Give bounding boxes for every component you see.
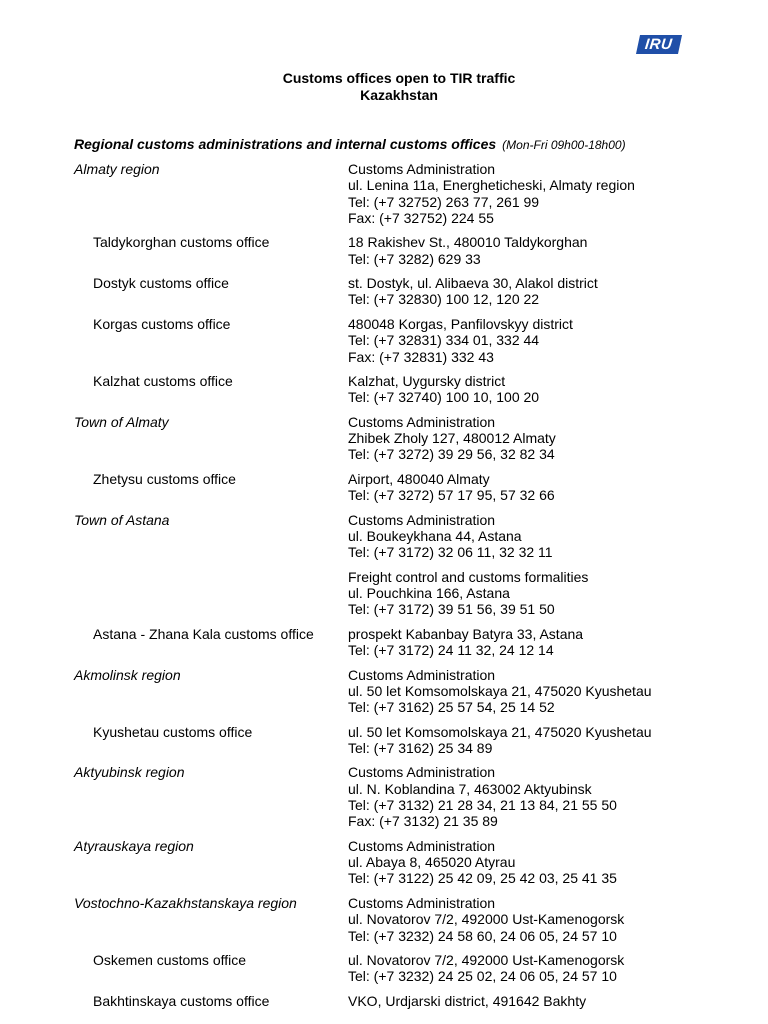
contact-line: Fax: (+7 3132) 21 35 89 (348, 813, 498, 830)
additional-entry (0, 569, 768, 618)
contact-line: Customs Administration (348, 894, 496, 911)
contact-details (348, 724, 748, 757)
contact-line: Tel: (+7 32830) 100 12, 120 22 (348, 291, 540, 308)
region-entry (0, 895, 768, 944)
contact-details (348, 764, 748, 829)
contact-line: Tel: (+7 3232) 24 58 60, 24 06 05, 24 57 10 (348, 927, 617, 944)
contact-line: ul. Pouchkina 166, Astana (348, 585, 510, 602)
contact-line: ul. 50 let Komsomolskaya 21, 475020 Kyushetau (348, 682, 652, 699)
contact-line: Customs Administration (348, 666, 496, 683)
title-line-1: Customs offices open to TIR traffic (282, 70, 516, 86)
contact-details (348, 414, 748, 463)
contact-line: Tel: (+7 3232) 24 25 02, 24 06 05, 24 57 10 (348, 968, 617, 985)
region-entry (0, 414, 768, 463)
customs-office-entry (0, 724, 768, 757)
title-line-2: Kazakhstan (360, 87, 438, 103)
contact-line: ul. Lenina 11a, Energheticheski, Almaty region (348, 177, 635, 194)
section-heading (74, 136, 626, 154)
contact-details (348, 895, 748, 944)
contact-details (348, 993, 748, 1009)
customs-office-entry (0, 275, 768, 308)
region-name: Town of Almaty (74, 413, 169, 430)
region-name: Almaty region (74, 161, 160, 177)
contact-line: ul. Boukeykhana 44, Astana (348, 527, 522, 544)
contact-line: ul. N. Koblandina 7, 463002 Aktyubinsk (348, 780, 592, 797)
customs-office-entry (0, 993, 768, 1009)
iru-logo (636, 35, 682, 54)
section-heading-text: Regional customs administrations and internal customs offices (74, 136, 497, 152)
office-name: Zhetysu customs office (93, 470, 236, 487)
customs-office-entry (0, 373, 768, 406)
contact-line: Tel: (+7 3162) 25 57 54, 25 14 52 (348, 699, 555, 716)
contact-line: Kalzhat, Uygursky district (348, 373, 506, 390)
customs-office-entry (0, 234, 768, 267)
office-name: Bakhtinskaya customs office (93, 992, 270, 1009)
region-name: Akmolinsk region (74, 666, 181, 683)
contact-line: Tel: (+7 32740) 100 10, 100 20 (348, 389, 540, 406)
region-entry (0, 838, 768, 887)
region-name: Aktyubinsk region (74, 764, 185, 781)
contact-line: Tel: (+7 3122) 25 42 09, 25 42 03, 25 41 35 (348, 870, 617, 887)
office-name: Dostyk customs office (93, 275, 229, 292)
office-name: Oskemen customs office (93, 951, 247, 968)
customs-office-entry (0, 952, 768, 985)
contact-details (348, 373, 748, 406)
iru-logo-text: IRU (644, 36, 674, 53)
contact-line: Freight control and customs formalities (348, 568, 589, 585)
contact-details (348, 838, 748, 887)
contact-line: Zhibek Zholy 127, 480012 Almaty (348, 430, 556, 447)
contact-line: Tel: (+7 32831) 334 01, 332 44 (348, 332, 540, 349)
contact-line: ul. Novatorov 7/2, 492000 Ust-Kamenogorsk (348, 951, 625, 968)
contact-line: Customs Administration (348, 161, 496, 177)
contact-line: Tel: (+7 3132) 21 28 34, 21 13 84, 21 55 50 (348, 797, 617, 814)
region-entry (0, 161, 768, 226)
customs-office-entry (0, 316, 768, 365)
region-name: Vostochno-Kazakhstanskaya region (74, 894, 297, 911)
contact-line: Fax: (+7 32752) 224 55 (348, 209, 494, 226)
contact-details (348, 626, 748, 659)
office-name: Korgas customs office (93, 315, 231, 332)
contact-line: VKO, Urdjarski district, 491642 Bakhty (348, 992, 587, 1009)
contact-line: prospekt Kabanbay Batyra 33, Astana (348, 625, 584, 642)
contact-line: st. Dostyk, ul. Alibaeva 30, Alakol district (348, 275, 598, 292)
contact-line: Tel: (+7 32752) 263 77, 261 99 (348, 193, 540, 210)
customs-office-entry (0, 471, 768, 504)
contact-line: Tel: (+7 3172) 32 06 11, 32 32 11 (348, 544, 553, 561)
contact-line: Tel: (+7 3272) 39 29 56, 32 82 34 (348, 446, 555, 463)
office-hours: (Mon-Fri 09h00-18h00) (502, 138, 626, 152)
office-name: Kalzhat customs office (93, 373, 233, 390)
document-title (0, 70, 768, 104)
office-name: Astana - Zhana Kala customs office (93, 625, 314, 642)
office-name: Kyushetau customs office (93, 723, 253, 740)
contact-line: Tel: (+7 3272) 57 17 95, 57 32 66 (348, 487, 555, 504)
contact-line: Tel: (+7 3162) 25 34 89 (348, 739, 493, 756)
contact-details (348, 952, 748, 985)
contact-details (348, 234, 748, 267)
contact-details (348, 569, 748, 618)
contact-line: ul. Novatorov 7/2, 492000 Ust-Kamenogorsk (348, 911, 625, 928)
contact-details (348, 316, 748, 365)
contact-details (348, 275, 748, 308)
contact-line: ul. 50 let Komsomolskaya 21, 475020 Kyushetau (348, 723, 652, 740)
contact-line: ul. Abaya 8, 465020 Atyrau (348, 854, 516, 871)
contact-line: Customs Administration (348, 764, 496, 781)
contact-line: Customs Administration (348, 837, 496, 854)
contact-details (348, 667, 748, 716)
customs-office-list (0, 161, 768, 1017)
region-name: Town of Astana (74, 511, 170, 528)
contact-line: Airport, 480040 Almaty (348, 470, 490, 487)
contact-details (348, 471, 748, 504)
region-entry (0, 764, 768, 829)
contact-line: Customs Administration (348, 413, 496, 430)
contact-details (348, 161, 748, 226)
contact-line: Customs Administration (348, 511, 496, 528)
contact-details (348, 512, 748, 561)
contact-line: 480048 Korgas, Panfilovskyy district (348, 315, 573, 332)
region-entry (0, 667, 768, 716)
contact-line: Tel: (+7 3172) 24 11 32, 24 12 14 (348, 642, 554, 659)
region-name: Atyrauskaya region (74, 837, 194, 854)
customs-office-entry (0, 626, 768, 659)
region-entry (0, 512, 768, 561)
contact-line: Tel: (+7 3282) 629 33 (348, 250, 481, 267)
office-name: Taldykorghan customs office (93, 234, 270, 251)
contact-line: 18 Rakishev St., 480010 Taldykorghan (348, 234, 588, 251)
contact-line: Tel: (+7 3172) 39 51 56, 39 51 50 (348, 601, 555, 618)
contact-line: Fax: (+7 32831) 332 43 (348, 348, 494, 365)
